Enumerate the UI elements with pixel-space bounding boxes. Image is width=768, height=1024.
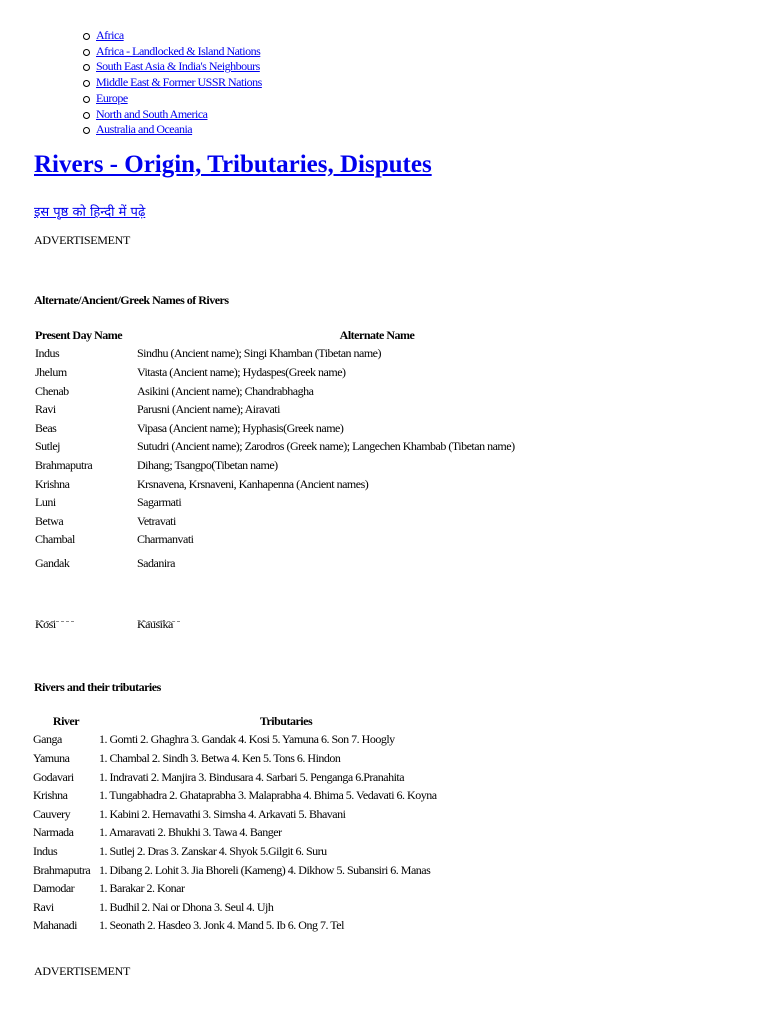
- tributaries-cell: 1. Sutlej 2. Dras 3. Zanskar 4. Shyok 5.Gilgit 6. Suru: [99, 843, 327, 858]
- river-name-cell: Sutlej: [35, 439, 61, 454]
- river-name-cell: Brahmaputra: [35, 457, 93, 472]
- page-title: [34, 151, 432, 179]
- river-name-cell: Beas: [35, 420, 57, 435]
- nav-link-middle-east[interactable]: Middle East & Former USSR Nations: [96, 75, 262, 90]
- table-row: [35, 345, 617, 364]
- river-name-cell: Brahmaputra: [33, 862, 91, 877]
- river-name-cell: Jhelum: [35, 364, 67, 379]
- river-name-cell: Damodar: [33, 881, 75, 896]
- alternate-name-cell: Krsnavena, Krsnaveni, Kanhapenna (Ancient names): [137, 476, 369, 491]
- alternate-name-cell: Kausika: [137, 617, 173, 632]
- river-name-cell: Mahanadi: [33, 918, 77, 933]
- alternate-name-cell: Vetravati: [137, 513, 176, 528]
- hindi-version-link[interactable]: इस पृष्ठ को हिन्दी में पढ़े: [34, 205, 146, 220]
- tributaries-cell: 1. Tungabhadra 2. Ghataprabha 3. Malaprabha 4. Bhima 5. Vedavati 6. Koyna: [99, 788, 437, 803]
- table-row: [35, 549, 617, 577]
- table-row: [35, 512, 617, 531]
- alternate-name-cell: Sagarmati: [137, 495, 182, 510]
- tributaries-cell: 1. Gomti 2. Ghaghra 3. Gandak 4. Kosi 5. Yamuna 6. Son 7. Hoogly: [99, 732, 395, 747]
- tributaries-cell: 1. Budhil 2. Nai or Dhona 3. Seul 4. Ujh: [99, 899, 274, 914]
- table-row: [33, 786, 473, 805]
- alternate-name-cell: Sutudri (Ancient name); Zarodros (Greek name); Langechen Khambab (Tibetan name): [137, 439, 515, 454]
- river-name-cell: Gandak: [35, 555, 70, 570]
- alternate-name-cell: Vipasa (Ancient name); Hyphasis(Greek name): [137, 420, 344, 435]
- page-title-link[interactable]: Rivers - Origin, Tributaries, Disputes: [34, 151, 432, 178]
- table-row: [35, 456, 617, 475]
- river-name-cell: Yamuna: [33, 750, 70, 765]
- nav-item: [80, 91, 262, 107]
- alternate-name-cell: Asikini (Ancient name); Chandrabhagha: [137, 383, 314, 398]
- table-row: [35, 493, 617, 512]
- table-row: [33, 842, 473, 861]
- bullet-icon: [83, 127, 90, 134]
- river-name-cell: Chambal: [35, 532, 75, 547]
- tributaries-cell: 1. Kabini 2. Hemavathi 3. Simsha 4. Arkavati 5. Bhavani: [99, 806, 346, 821]
- bullet-icon: [83, 49, 90, 56]
- column-header: Alternate Name: [339, 327, 415, 342]
- river-name-cell: Krishna: [35, 476, 70, 491]
- river-name-cell: Cauvery: [33, 806, 71, 821]
- table-row: [35, 531, 617, 550]
- nav-item: [80, 107, 262, 123]
- table-row: [35, 475, 617, 494]
- names-section-heading: Alternate/Ancient/Greek Names of Rivers: [34, 293, 229, 307]
- nav-link-europe[interactable]: Europe: [96, 90, 128, 105]
- table-row: [33, 917, 473, 936]
- table-row: [35, 419, 617, 438]
- nav-link-africa-landlocked[interactable]: Africa - Landlocked & Island Nations: [96, 43, 261, 58]
- nav-link-south-east-asia[interactable]: South East Asia & India's Neighbours: [96, 59, 260, 74]
- divider: [36, 621, 74, 623]
- nav-item: [80, 44, 262, 60]
- table-header-row: [33, 712, 473, 731]
- bullet-icon: [83, 80, 90, 87]
- nav-item: [80, 28, 262, 44]
- tributaries-cell: 1. Dibang 2. Lohit 3. Jia Bhoreli (Kameng) 4. Dikhow 5. Subansiri 6. Manas: [99, 862, 431, 877]
- alternate-name-cell: Charmanvati: [137, 532, 194, 547]
- column-header: Tributaries: [259, 713, 313, 728]
- table-row: [35, 400, 617, 419]
- tributaries-section-heading: Rivers and their tributaries: [34, 680, 161, 694]
- table-row: [33, 824, 473, 843]
- river-name-cell: Ravi: [35, 402, 56, 417]
- table-header-row: [35, 326, 617, 345]
- river-name-cell: Luni: [35, 495, 56, 510]
- river-name-cell: Indus: [33, 843, 58, 858]
- table-row: [33, 898, 473, 917]
- divider: [138, 621, 180, 623]
- alternate-name-cell: Dihang; Tsangpo(Tibetan name): [137, 457, 278, 472]
- nav-link-africa[interactable]: Africa: [96, 28, 124, 42]
- tributaries-cell: 1. Indravati 2. Manjira 3. Bindusara 4. Sarbari 5. Penganga 6.Pranahita: [99, 769, 405, 784]
- river-name-cell: Ravi: [33, 899, 54, 914]
- tributaries-cell: 1. Chambal 2. Sindh 3. Betwa 4. Ken 5. Tons 6. Hindon: [99, 750, 341, 765]
- river-name-cell: Indus: [35, 346, 60, 361]
- river-name-cell: Krishna: [33, 788, 68, 803]
- nav-link-australia[interactable]: Australia and Oceania: [96, 122, 193, 137]
- table-row: [33, 749, 473, 768]
- table-row: [33, 731, 473, 750]
- table-row: [35, 363, 617, 382]
- table-row: [35, 577, 617, 632]
- river-name-cell: Kosi: [35, 617, 56, 632]
- tributaries-cell: 1. Barakar 2. Konar: [99, 881, 185, 896]
- nav-item: [80, 75, 262, 91]
- river-name-cell: Chenab: [35, 383, 69, 398]
- river-name-cell: Ganga: [33, 732, 62, 747]
- table-row: [35, 438, 617, 457]
- bullet-icon: [83, 64, 90, 71]
- alternate-name-cell: Sindhu (Ancient name); Singi Khamban (Tibetan name): [137, 346, 382, 361]
- table-row: [33, 861, 473, 880]
- column-header: River: [52, 713, 80, 728]
- bullet-icon: [83, 96, 90, 103]
- bullet-icon: [83, 112, 90, 119]
- table-row: [33, 805, 473, 824]
- nav-item: [80, 122, 262, 138]
- table-row: [33, 768, 473, 787]
- alternate-name-cell: Parusni (Ancient name); Airavati: [137, 402, 280, 417]
- table-row: [33, 879, 473, 898]
- nav-link-americas[interactable]: North and South America: [96, 106, 208, 121]
- advertisement-label: ADVERTISEMENT: [34, 233, 131, 247]
- river-name-cell: Betwa: [35, 513, 64, 528]
- column-header: Present Day Name: [35, 327, 123, 342]
- river-name-cell: Godavari: [33, 769, 74, 784]
- table-row: [35, 382, 617, 401]
- advertisement-label: ADVERTISEMENT: [34, 964, 131, 978]
- tributaries-cell: 1. Seonath 2. Hasdeo 3. Jonk 4. Mand 5. Ib 6. Ong 7. Tel: [99, 918, 344, 933]
- tributaries-cell: 1. Amaravati 2. Bhukhi 3. Tawa 4. Banger: [99, 825, 282, 840]
- alternate-name-cell: Sadanira: [137, 555, 175, 570]
- alternate-names-table: [35, 326, 617, 632]
- nav-item: [80, 59, 262, 75]
- river-name-cell: Narmada: [33, 825, 74, 840]
- region-nav-list: [80, 28, 262, 138]
- bullet-icon: [83, 33, 90, 40]
- alternate-name-cell: Vitasta (Ancient name); Hydaspes(Greek name): [137, 364, 346, 379]
- tributaries-table: [33, 712, 473, 935]
